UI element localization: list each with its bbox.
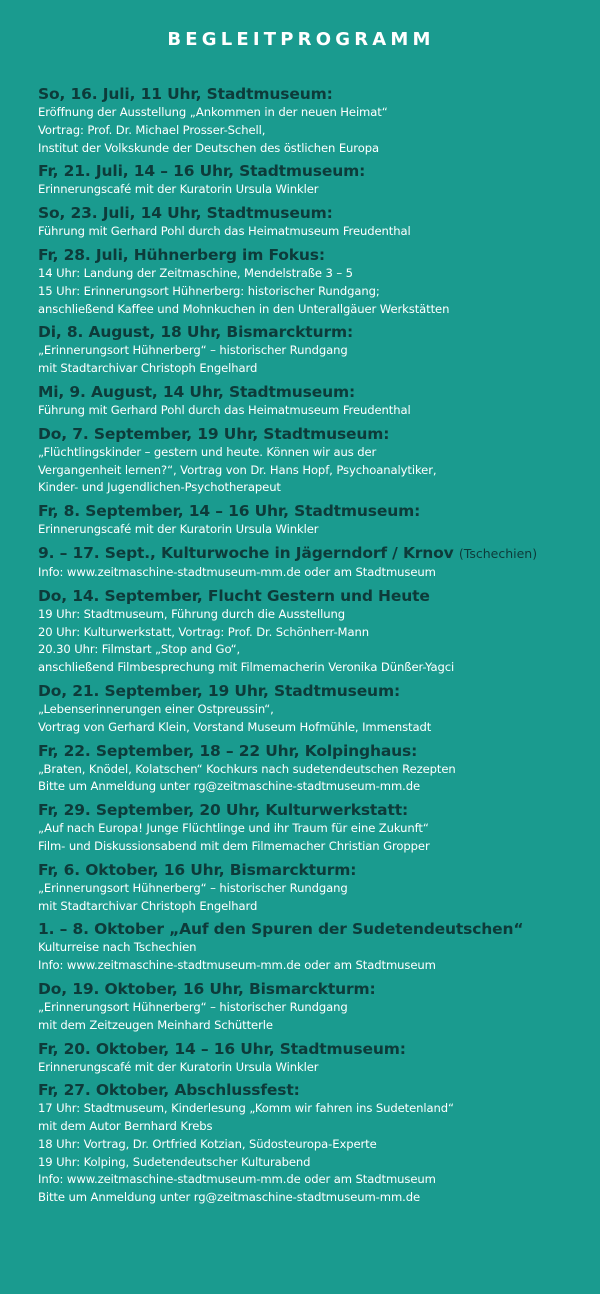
event-heading <box>38 84 564 104</box>
event-detail-line: „Auf nach Europa! Junge Flüchtlinge und ihr Traum für eine Zukunft“ <box>38 821 429 836</box>
event-heading-note: (Tschechien) <box>458 545 538 561</box>
event-detail-line: Film- und Diskussionsabend mit dem Filmemacher Christian Gropper <box>38 838 430 853</box>
event-detail-line: anschließend Kaffee und Mohnkuchen in den Unterallgäuer Werkstätten <box>38 301 450 316</box>
event-detail-line: 14 Uhr: Landung der Zeitmaschine, Mendelstraße 3 – 5 <box>38 265 353 280</box>
event-heading <box>38 1080 564 1100</box>
event-entry <box>38 741 564 797</box>
event-heading-text: Do, 14. September, Flucht Gestern und Heute <box>38 586 430 605</box>
event-entry <box>38 1080 564 1207</box>
event-detail-line: Erinnerungscafé mit der Kuratorin Ursula Winkler <box>38 522 319 537</box>
event-heading-text: Fr, 27. Oktober, Abschlussfest: <box>38 1081 300 1100</box>
event-detail-line: Bitte um Anmeldung unter rg@zeitmaschine-stadtmuseum-mm.de <box>38 779 421 794</box>
event-detail-line: anschließend Filmbesprechung mit Filmemacherin Veronika Dünßer-Yagci <box>38 660 455 675</box>
event-heading-text: Do, 21. September, 19 Uhr, Stadtmuseum: <box>38 681 400 700</box>
event-heading-text: 1. – 8. Oktober „Auf den Spuren der Sudetendeutschen“ <box>38 920 524 939</box>
event-entry <box>38 800 564 856</box>
event-heading <box>38 979 564 999</box>
event-heading-text: So, 16. Juli, 11 Uhr, Stadtmuseum: <box>38 85 333 103</box>
event-heading-text: Fr, 28. Juli, Hühnerberg im Fokus: <box>38 245 325 264</box>
event-heading <box>38 800 564 820</box>
event-heading <box>38 543 564 564</box>
event-heading <box>38 382 564 402</box>
event-heading <box>38 501 564 521</box>
event-detail-line: 20.30 Uhr: Filmstart „Stop and Go“, <box>38 642 241 657</box>
event-detail-line: mit Stadtarchivar Christoph Engelhard <box>38 361 258 376</box>
event-detail-line: 19 Uhr: Stadtmuseum, Führung durch die Ausstellung <box>38 606 345 621</box>
event-entry <box>38 586 564 677</box>
event-detail-line: 17 Uhr: Stadtmuseum, Kinderlesung „Komm wir fahren ins Sudetenland“ <box>38 1101 454 1116</box>
event-detail-line: Info: www.zeitmaschine-stadtmuseum-mm.de oder am Stadtmuseum <box>38 958 436 973</box>
event-detail-line: „Erinnerungsort Hühnerberg“ – historischer Rundgang <box>38 999 348 1014</box>
event-heading <box>38 245 564 265</box>
event-detail-line: „Flüchtlingskinder – gestern und heute. Können wir aus der <box>38 444 377 459</box>
event-detail-line: 20 Uhr: Kulturwerkstatt, Vortrag: Prof. Dr. Schönherr-Mann <box>38 624 369 639</box>
event-entry <box>38 161 564 199</box>
event-entry <box>38 919 564 975</box>
event-detail-line: mit dem Zeitzeugen Meinhard Schütterle <box>38 1017 273 1032</box>
event-entry <box>38 860 564 916</box>
event-heading-text: Do, 7. September, 19 Uhr, Stadtmuseum: <box>38 424 390 443</box>
event-heading <box>38 681 564 701</box>
event-detail-line: Erinnerungscafé mit der Kuratorin Ursula Winkler <box>38 182 319 197</box>
event-heading-text: Fr, 20. Oktober, 14 – 16 Uhr, Stadtmuseum: <box>38 1039 406 1058</box>
event-heading-text: Fr, 21. Juli, 14 – 16 Uhr, Stadtmuseum: <box>38 162 366 181</box>
event-heading-text: Fr, 22. September, 18 – 22 Uhr, Kolpinghaus: <box>38 741 418 760</box>
event-heading <box>38 161 564 181</box>
event-heading-text: Fr, 29. September, 20 Uhr, Kulturwerkstatt: <box>38 801 409 820</box>
event-heading-text: Di, 8. August, 18 Uhr, Bismarckturm: <box>38 323 353 342</box>
page-title: BEGLEITPROGRAMM <box>167 29 435 50</box>
event-entry <box>38 84 564 157</box>
event-detail-line: „Erinnerungsort Hühnerberg“ – historischer Rundgang <box>38 343 348 358</box>
event-entry <box>38 681 564 737</box>
event-heading <box>38 741 564 761</box>
event-entry <box>38 203 564 241</box>
event-heading <box>38 1039 564 1059</box>
event-heading-text: Do, 19. Oktober, 16 Uhr, Bismarckturm: <box>38 979 376 998</box>
event-detail-line: Info: www.zeitmaschine-stadtmuseum-mm.de oder am Stadtmuseum <box>38 564 436 579</box>
event-detail-line: Info: www.zeitmaschine-stadtmuseum-mm.de oder am Stadtmuseum <box>38 1172 436 1187</box>
event-detail-line: mit dem Autor Bernhard Krebs <box>38 1119 213 1134</box>
event-detail-line: Kulturreise nach Tschechien <box>38 940 197 955</box>
event-heading <box>38 424 564 444</box>
event-detail-line: Vortrag: Prof. Dr. Michael Prosser-Schell, <box>38 122 266 137</box>
event-detail-line: Erinnerungscafé mit der Kuratorin Ursula Winkler <box>38 1059 319 1074</box>
event-detail-line: „Erinnerungsort Hühnerberg“ – historischer Rundgang <box>38 880 348 895</box>
event-detail-line: Vortrag von Gerhard Klein, Vorstand Museum Hofmühle, Immenstadt <box>38 719 432 734</box>
event-heading <box>38 203 564 223</box>
event-detail-line: mit Stadtarchivar Christoph Engelhard <box>38 898 258 913</box>
event-heading-text: So, 23. Juli, 14 Uhr, Stadtmuseum: <box>38 204 333 223</box>
event-entry <box>38 245 564 318</box>
event-heading-text: 9. – 17. Sept., Kulturwoche in Jägerndorf / Krnov <box>38 543 454 562</box>
event-detail-line: Vergangenheit lernen?“, Vortrag von Dr. Hans Hopf, Psychoanalytiker, <box>38 462 437 477</box>
event-list <box>38 84 564 1207</box>
event-detail-line: Führung mit Gerhard Pohl durch das Heimatmuseum Freudenthal <box>38 402 411 417</box>
event-entry <box>38 1039 564 1077</box>
event-entry <box>38 424 564 497</box>
event-detail-line: Eröffnung der Ausstellung „Ankommen in der neuen Heimat“ <box>38 105 388 119</box>
event-entry <box>38 979 564 1035</box>
event-detail-line: „Lebenserinnerungen einer Ostpreussin“, <box>38 701 274 716</box>
event-detail-line: Führung mit Gerhard Pohl durch das Heimatmuseum Freudenthal <box>38 224 411 239</box>
event-heading <box>38 586 564 606</box>
event-entry <box>38 382 564 420</box>
event-entry <box>38 322 564 378</box>
event-heading <box>38 919 564 939</box>
event-detail-line: „Braten, Knödel, Kolatschen“ Kochkurs nach sudetendeutschen Rezepten <box>38 761 456 776</box>
event-detail-line: 18 Uhr: Vortrag, Dr. Ortfried Kotzian, Südosteuropa-Experte <box>38 1136 377 1151</box>
event-detail-line: 15 Uhr: Erinnerungsort Hühnerberg: historischer Rundgang; <box>38 283 380 298</box>
event-heading-text: Fr, 8. September, 14 – 16 Uhr, Stadtmuseum: <box>38 502 421 521</box>
event-detail-line: Institut der Volkskunde der Deutschen des östlichen Europa <box>38 140 379 155</box>
event-heading-text: Mi, 9. August, 14 Uhr, Stadtmuseum: <box>38 382 356 401</box>
event-detail-line: Bitte um Anmeldung unter rg@zeitmaschine-stadtmuseum-mm.de <box>38 1190 421 1205</box>
event-entry <box>38 543 564 582</box>
event-detail-line: 19 Uhr: Kolping, Sudetendeutscher Kulturabend <box>38 1154 311 1169</box>
event-entry <box>38 501 564 539</box>
event-heading <box>38 322 564 342</box>
event-heading <box>38 860 564 880</box>
event-detail-line: Kinder- und Jugendlichen-Psychotherapeut <box>38 480 281 495</box>
event-heading-text: Fr, 6. Oktober, 16 Uhr, Bismarckturm: <box>38 860 357 879</box>
